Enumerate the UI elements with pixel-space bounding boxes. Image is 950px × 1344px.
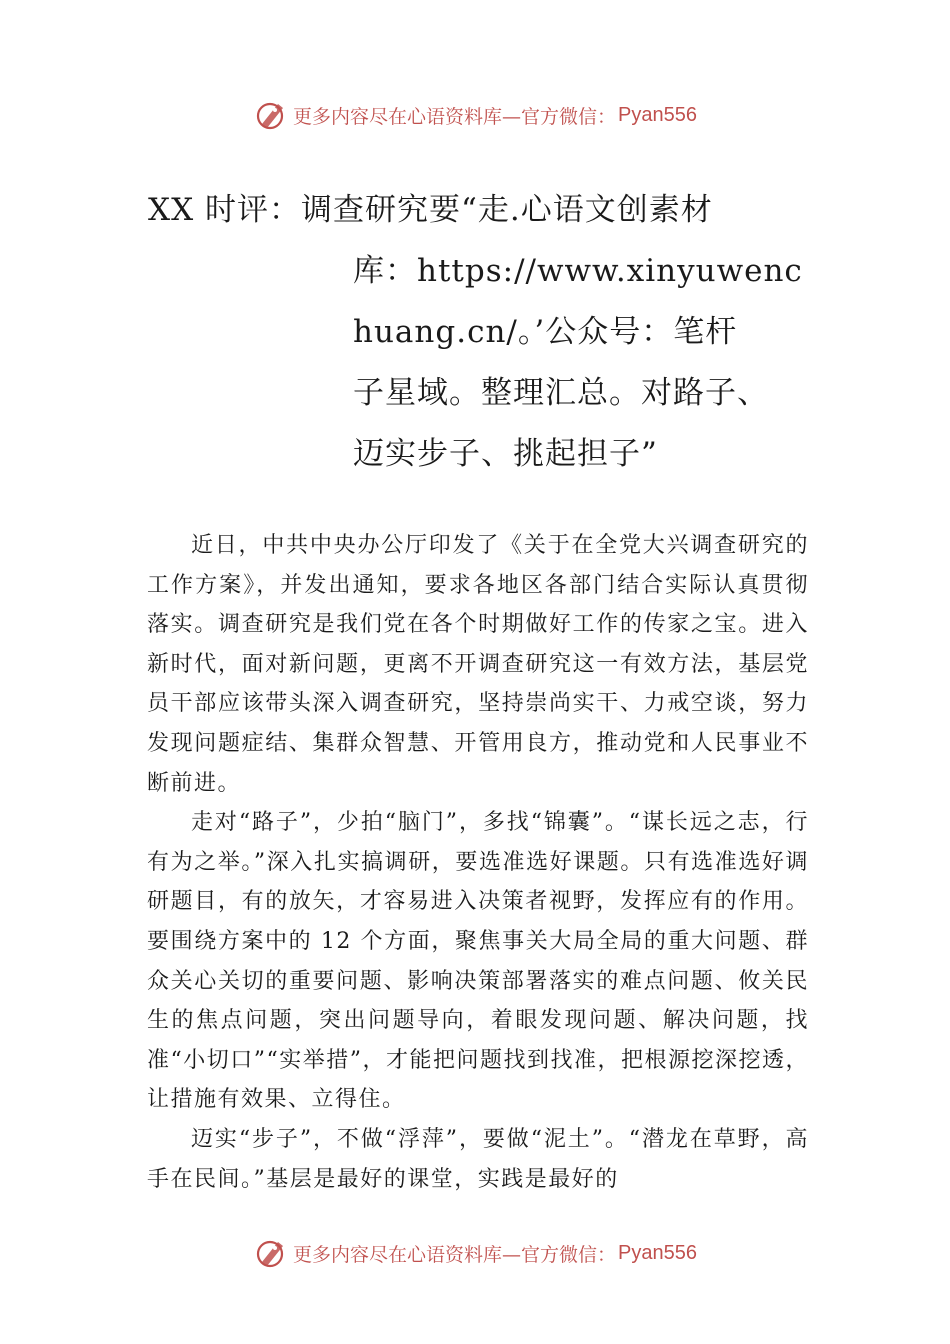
title-line: huang.cn/。’公众号：笔杆 [353, 314, 738, 350]
title-line: 库：https://www.xinyuwenc [353, 253, 803, 289]
watermark-banner-top [0, 95, 950, 135]
watermark-banner-bottom [0, 1233, 950, 1273]
watermark-brand: 更多内容尽在心语资料库—官方微信： [293, 105, 617, 128]
watermark-brand: 更多内容尽在心语资料库—官方微信： [293, 1243, 617, 1266]
pen-nib-logo-icon [253, 97, 289, 133]
title-line: 子星域。整理汇总。对路子、 [353, 375, 769, 411]
paragraph: 走对“路子”，少拍“脑门”，多找“锦囊”。“谋长远之志，行有为之举。”深入扎实搞调研，要选准选好课题。只有选准选好调研题目，有的放矢，才容易进入决策者视野，发挥应有的作用。要围绕方案中的 12 个方面，聚焦事关大局全局的重大问题、群众关心关切的重要问题、影响决策部署落实的难点问题、攸关民生的焦点问题，突出问题导向，着眼发现问题、解决问题，找准“小切口”“实举措”，才能把问题找到找准，把根源挖深挖透，让措施有效果、立得住。 [147, 810, 809, 1113]
title-line: XX 时评：调查研究要“走.心语文创素材 [148, 192, 713, 228]
paragraph: 迈实“步子”，不做“浮萍”，要做“泥土”。“潜龙在草野，高手在民间。”基层是最好的课堂，实践是最好的 [147, 1126, 809, 1192]
document-title [148, 180, 808, 485]
pen-nib-logo-icon [253, 1235, 289, 1271]
document-body [147, 526, 809, 1199]
title-line: 迈实步子、挑起担子” [353, 436, 658, 472]
paragraph: 近日，中共中央办公厅印发了《关于在全党大兴调查研究的工作方案》，并发出通知，要求各地区各部门结合实际认真贯彻落实。调查研究是我们党在各个时期做好工作的传家之宝。进入新时代，面对新问题，更离不开调查研究这一有效方法，基层党员干部应该带头深入调查研究，坚持崇尚实干、力戒空谈，努力发现问题症结、集群众智慧、开管用良方，推动党和人民事业不断前进。 [147, 533, 809, 796]
watermark-wechat-id: Pyan556 [618, 103, 697, 126]
watermark-wechat-id: Pyan556 [618, 1241, 697, 1264]
